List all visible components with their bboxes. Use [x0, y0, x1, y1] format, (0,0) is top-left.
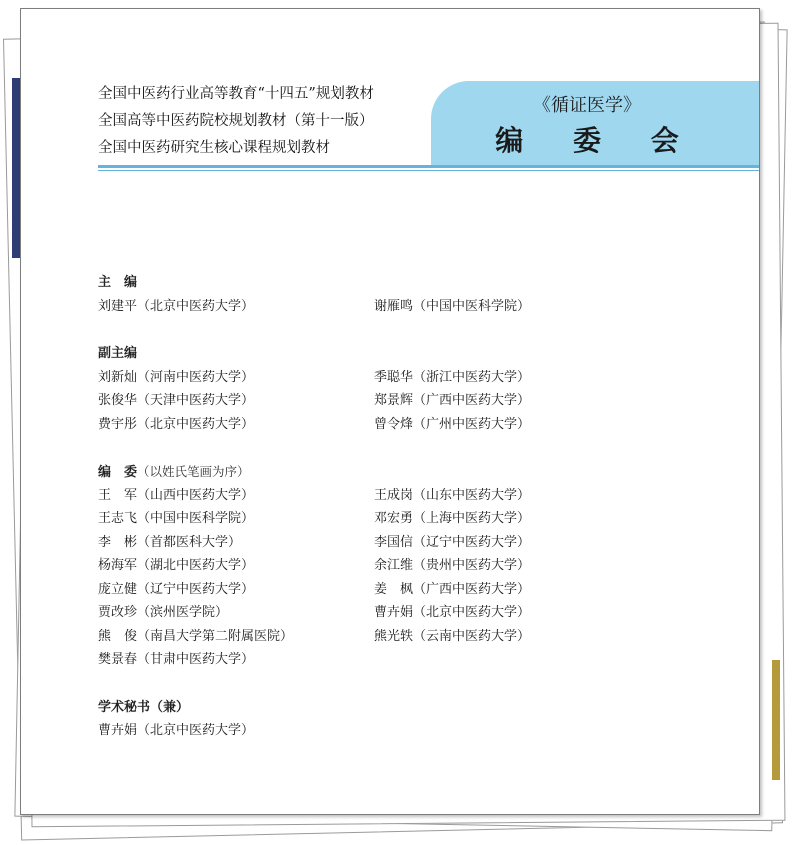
- header-rule-thin: [98, 170, 759, 171]
- member-entry: 李国信（辽宁中医药大学）: [374, 534, 531, 550]
- chief-editor-list: [98, 295, 718, 319]
- series-titles: [98, 81, 374, 162]
- committee-list: [98, 271, 718, 743]
- member-entry: 张俊华（天津中医药大学）: [98, 393, 255, 408]
- member-entry: 季聪华（浙江中医药大学）: [374, 369, 531, 385]
- member-entry: 樊景春（甘肃中医药大学）: [98, 652, 255, 667]
- member-entry: 刘新灿（河南中医药大学）: [98, 369, 255, 385]
- member-entry: 曹卉娟（北京中医药大学）: [374, 605, 531, 620]
- document-page: [20, 8, 760, 815]
- section-title-deputy: 副主编: [98, 346, 138, 361]
- header-rule: [98, 165, 759, 168]
- title-banner: [431, 81, 759, 165]
- series-title-1: 全国中医药行业高等教育“十四五”规划教材: [98, 86, 374, 102]
- member-entry: 刘建平（北京中医药大学）: [98, 298, 255, 314]
- member-entry: 贾改珍（滨州医学院）: [98, 605, 229, 620]
- member-entry: 费宇彤（北京中医药大学）: [98, 416, 255, 432]
- member-entry: 邓宏勇（上海中医药大学）: [374, 511, 531, 526]
- member-entry: 郑景辉（广西中医药大学）: [374, 393, 531, 408]
- editor-list: [98, 484, 718, 672]
- member-entry: 熊 俊（南昌大学第二附属医院）: [98, 628, 294, 644]
- book-title: 《循证医学》: [533, 95, 641, 116]
- member-entry: 曹卉娟（北京中医药大学）: [98, 723, 255, 738]
- member-entry: 王志飞（中国中医科学院）: [98, 511, 255, 526]
- member-entry: 余江维（贵州中医药大学）: [374, 558, 531, 573]
- section-note: （以姓氏笔画为序）: [137, 464, 250, 479]
- section-title-chief: 主 编: [98, 275, 138, 290]
- secretary-list: [98, 719, 718, 743]
- section-title-editors-label: 编 委: [98, 465, 138, 480]
- member-entry: 熊光轶（云南中医药大学）: [374, 628, 531, 644]
- member-entry: 王成岗（山东中医药大学）: [374, 487, 531, 503]
- member-entry: 王 军（山西中医药大学）: [98, 487, 255, 503]
- deputy-editor-list: [98, 366, 718, 437]
- member-entry: 姜 枫（广西中医药大学）: [374, 581, 531, 597]
- member-entry: 庞立健（辽宁中医药大学）: [98, 581, 255, 597]
- member-entry: 杨海军（湖北中医药大学）: [98, 558, 255, 573]
- member-entry: 谢雁鸣（中国中医科学院）: [374, 298, 531, 314]
- series-title-3: 全国中医药研究生核心课程规划教材: [98, 140, 330, 156]
- book-cover-edge: [772, 660, 780, 780]
- member-entry: 李 彬（首都医科大学）: [98, 534, 242, 550]
- member-entry: 曾令烽（广州中医药大学）: [374, 416, 531, 432]
- committee-title: 编 委 会: [495, 124, 699, 157]
- section-title-editors: [98, 460, 718, 484]
- series-title-2: 全国高等中医药院校规划教材（第十一版）: [98, 113, 374, 129]
- section-title-secretary: 学术秘书（兼）: [98, 699, 190, 715]
